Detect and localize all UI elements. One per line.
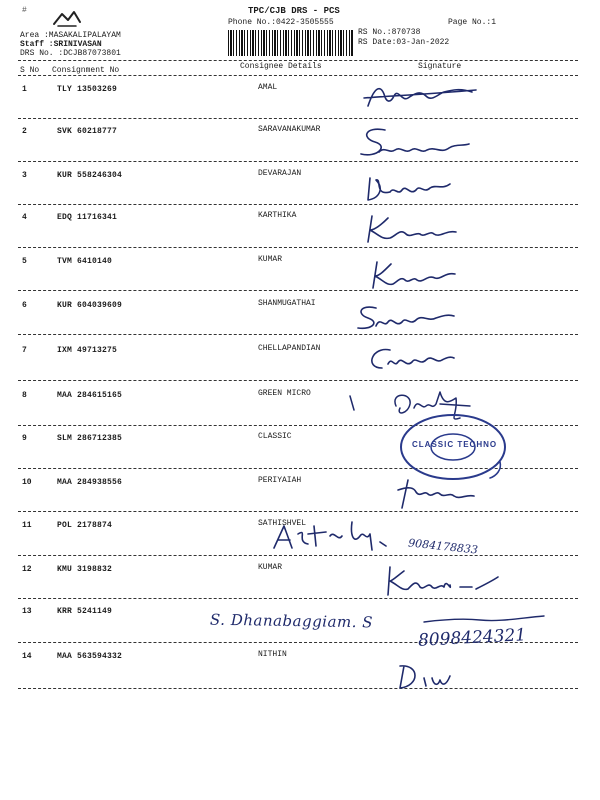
signature-6 [350,300,460,339]
row-sno: 12 [22,565,32,574]
table-row [0,85,600,125]
column-consignment: Consignment No [52,66,120,75]
row-consignment: MAA 563594332 [57,652,123,661]
row-consignee: GREEN MICRO [258,389,311,398]
row-sno: 7 [22,346,27,355]
row-sno: 5 [22,257,27,266]
area-label: Area :MASAKALIPALAYAM [20,31,121,40]
column-signature: Signature [418,62,462,71]
row-divider [18,380,578,381]
row-consignment: POL 2178874 [57,521,113,530]
row-consignee: PERIYAIAH [258,476,302,485]
row-sno: 1 [22,85,27,94]
rs-number: RS No.:870738 [358,28,421,37]
row-consignment: IXM 49713275 [57,346,118,355]
signature-11 [268,516,418,561]
row-consignee: KUMAR [258,563,283,572]
handwritten-phone-13: 8098424321 [417,625,527,651]
row-consignment: KUR 604039609 [57,301,123,310]
stamp-text: CLASSIC TECHNO [412,440,498,449]
signature-1 [360,80,480,119]
row-sno: 11 [22,521,32,530]
row-divider [18,161,578,162]
row-consignee: KUMAR [258,255,283,264]
signature-4 [360,212,470,251]
row-sno: 8 [22,391,27,400]
row-sno: 4 [22,213,27,222]
row-consignee: SATHISHVEL [258,519,307,528]
table-row [0,301,600,341]
signature-7 [360,342,460,381]
phone-number: Phone No.:0422-3505555 [228,18,334,27]
page-number: Page No.:1 [448,18,497,27]
row-consignee: AMAL [258,83,278,92]
row-consignee: NITHIN [258,650,287,659]
company-stamp [398,412,508,487]
row-sno: 10 [22,478,32,487]
table-row [0,257,600,297]
table-row [0,478,600,518]
row-consignment: KMU 3198832 [57,565,113,574]
drs-number: DRS No. :DCJB87073801 [20,49,121,58]
column-consignee: Consignee Details [240,62,322,71]
row-consignment: SVK 60218777 [57,127,118,136]
header-divider [18,60,578,61]
signature-3 [360,170,470,209]
row-sno: 2 [22,127,27,136]
handwritten-name-13: S. Dhanabaggiam. S [209,610,374,632]
row-consignment: KUR 558246304 [57,171,123,180]
table-row [0,652,600,692]
row-divider [18,118,578,119]
row-sno: 14 [22,652,32,661]
staff-label: Staff :SRINIVASAN [20,40,102,49]
handwritten-phone-11: 9084178833 [407,536,479,557]
row-divider [18,204,578,205]
column-divider [18,75,578,76]
document-title: TPC/CJB DRS - PCS [248,6,340,16]
barcode [228,30,354,56]
row-consignment: TLY 13503269 [57,85,118,94]
signature-14 [390,660,460,697]
row-consignment: KRR 5241149 [57,607,113,616]
row-sno: 6 [22,301,27,310]
row-consignee: CHELLAPANDIAN [258,344,321,353]
row-consignee: DEVARAJAN [258,169,302,178]
table-row [0,171,600,211]
row-divider [18,688,578,689]
signature-2 [355,124,475,169]
row-consignment: MAA 284615165 [57,391,123,400]
row-sno: 13 [22,607,32,616]
signature-5 [365,258,465,297]
row-consignee: CLASSIC [258,432,292,441]
row-sno: 9 [22,434,27,443]
signature-12 [380,563,500,604]
row-consignment: MAA 284938556 [57,478,123,487]
column-sno: S No [20,66,40,75]
logo-mark: # [22,6,27,15]
row-divider [18,334,578,335]
row-consignment: EDQ 11716341 [57,213,118,222]
row-consignee: KARTHIKA [258,211,297,220]
table-row [0,565,600,605]
row-consignee: SHANMUGATHAI [258,299,316,308]
row-consignment: SLM 286712385 [57,434,123,443]
row-divider [18,247,578,248]
row-divider [18,290,578,291]
row-divider [18,511,578,512]
row-sno: 3 [22,171,27,180]
row-consignment: TVM 6410140 [57,257,113,266]
row-consignee: SARAVANAKUMAR [258,125,321,134]
rs-date: RS Date:03-Jan-2022 [358,38,450,47]
